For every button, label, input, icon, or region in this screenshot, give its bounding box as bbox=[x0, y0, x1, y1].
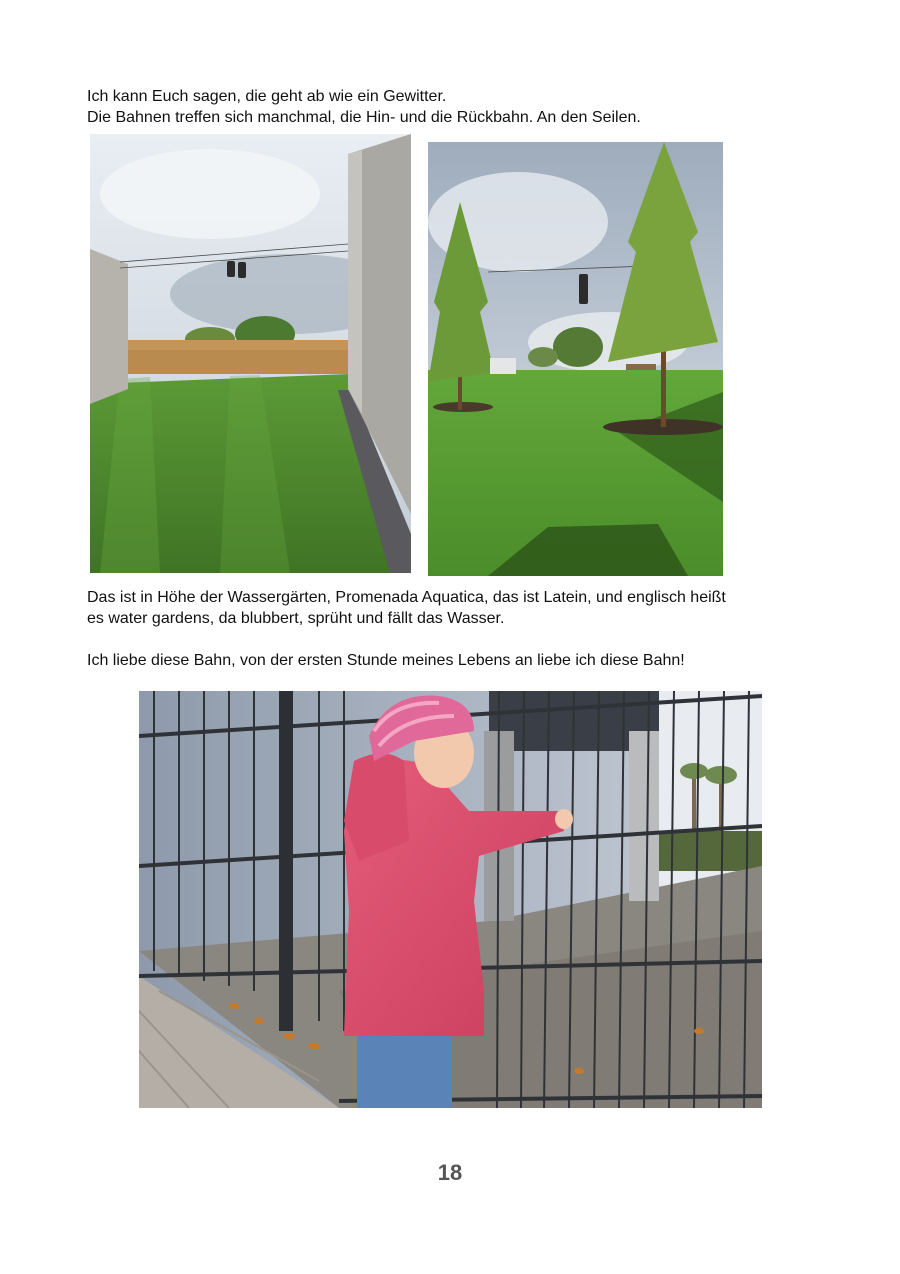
paragraph-love-line-1: Ich liebe diese Bahn, von der ersten Stunde meines Lebens an liebe ich diese Bahn! bbox=[87, 652, 685, 669]
photo-cable-car-trees bbox=[428, 142, 723, 576]
paragraph-intro-line-2: Die Bahnen treffen sich manchmal, die Hin- und die Rückbahn. An den Seilen. bbox=[87, 109, 641, 126]
photo-child-at-fence bbox=[139, 691, 762, 1108]
paragraph-water-gardens-line-2: es water gardens, da blubbert, sprüht und fällt das Wasser. bbox=[87, 610, 505, 627]
paragraph-intro bbox=[87, 86, 641, 128]
paragraph-intro-line-1: Ich kann Euch sagen, die geht ab wie ein Gewitter. bbox=[87, 88, 447, 105]
page-number: 18 bbox=[437, 1160, 463, 1185]
paragraph-water-gardens-line-1: Das ist in Höhe der Wassergärten, Promenada Aquatica, das ist Latein, und englisch heißt bbox=[87, 589, 726, 606]
paragraph-water-gardens bbox=[87, 587, 726, 629]
photo-cable-car-between-walls bbox=[90, 134, 411, 573]
paragraph-love bbox=[87, 650, 685, 671]
